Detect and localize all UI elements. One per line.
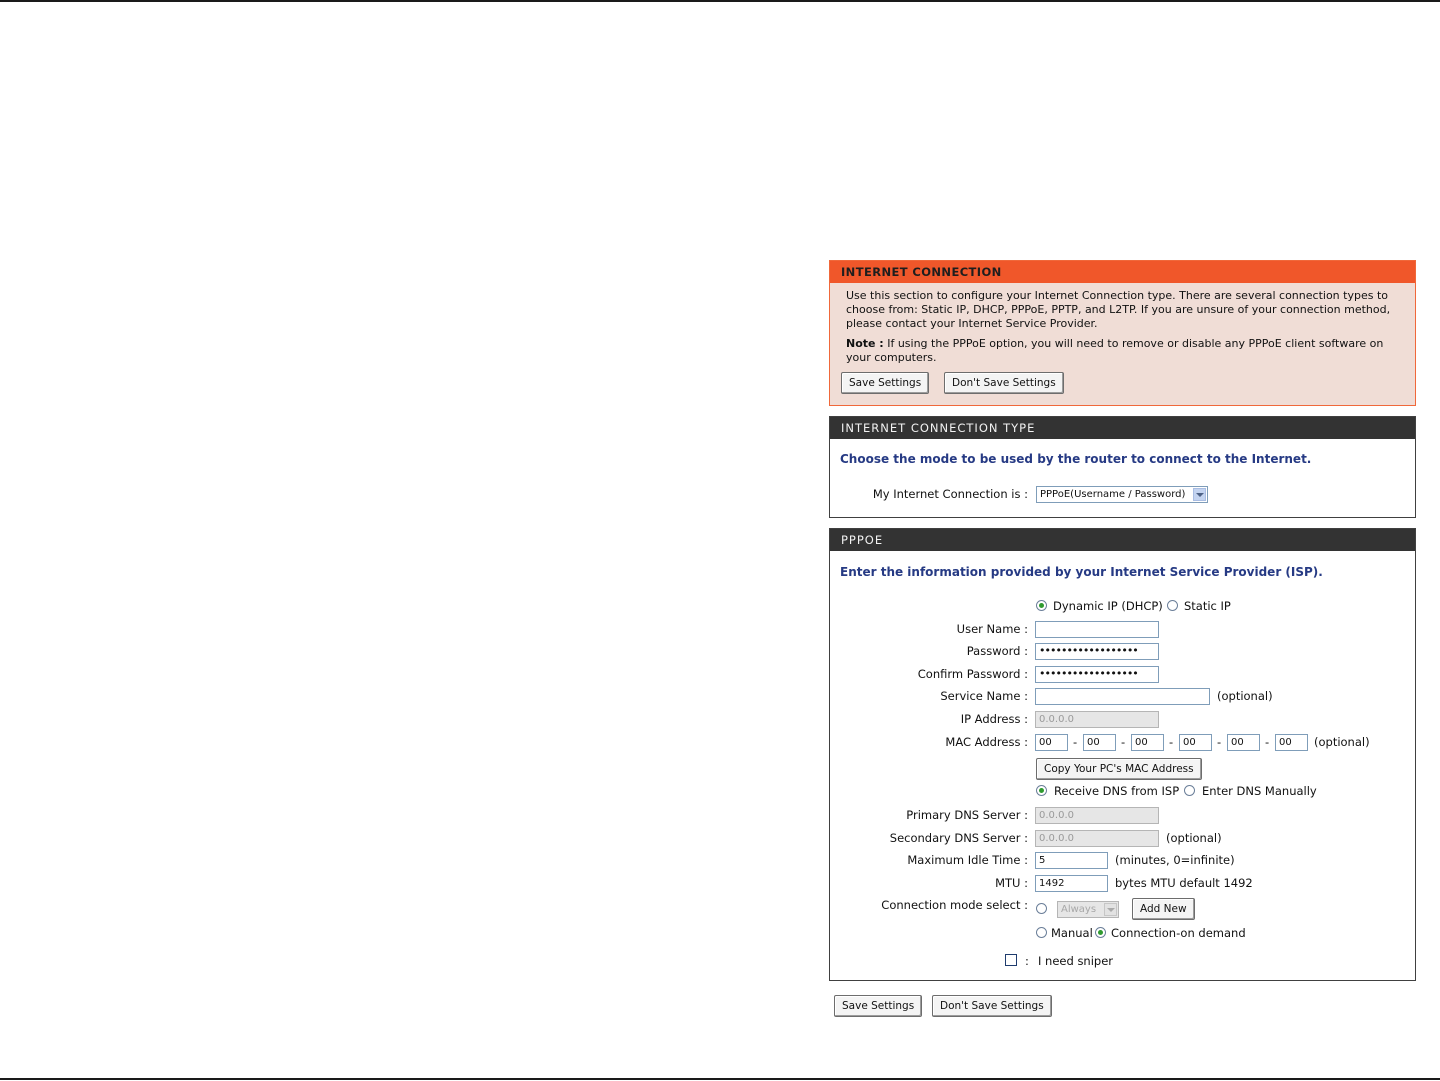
service-name-input[interactable] (1035, 688, 1210, 705)
sniper-colon: : (1025, 954, 1029, 968)
dynamic-ip-radio[interactable] (1036, 600, 1047, 611)
primary-dns-label: Primary DNS Server : (906, 808, 1028, 822)
confirm-password-input[interactable]: •••••••••••••••••• (1035, 666, 1159, 683)
receive-dns-radio[interactable] (1036, 785, 1047, 796)
ip-address-input[interactable]: 0.0.0.0 (1035, 711, 1159, 728)
mac-separator: - (1121, 735, 1126, 749)
secondary-dns-input[interactable]: 0.0.0.0 (1035, 830, 1159, 847)
mac-octet-4[interactable]: 00 (1179, 734, 1212, 751)
manual-mode-radio[interactable] (1036, 927, 1047, 938)
primary-dns-input[interactable]: 0.0.0.0 (1035, 807, 1159, 824)
mac-octet-3[interactable]: 00 (1131, 734, 1164, 751)
schedule-select[interactable] (1057, 901, 1119, 918)
password-label: Password : (966, 644, 1028, 658)
on-demand-mode-label: Connection-on demand (1111, 926, 1246, 940)
mtu-hint: bytes MTU default 1492 (1115, 876, 1253, 890)
chevron-down-icon (1104, 903, 1117, 916)
connection-type-selected-value: PPPoE(Username / Password) (1040, 489, 1186, 500)
internet-connection-description: Use this section to configure your Internet Connection type. There are several connection types to choose from: Static IP, DHCP, PPPoE, PPTP, and L2TP. If you are unsure of your connection method, please contact your Internet Service Provider. (846, 289, 1391, 330)
pppoe-panel (829, 528, 1416, 981)
mac-separator: - (1217, 735, 1222, 749)
mtu-input[interactable]: 1492 (1035, 875, 1108, 892)
enter-dns-manually-radio[interactable] (1184, 785, 1195, 796)
dont-save-settings-button-top[interactable]: Don't Save Settings (944, 372, 1064, 394)
page-bottom-rule (0, 1078, 1440, 1080)
note-text: If using the PPPoE option, you will need to remove or disable any PPPoE client software on your computers. (846, 337, 1384, 364)
pppoe-title: PPPOE (830, 529, 1415, 551)
mtu-label: MTU : (995, 876, 1028, 890)
secondary-dns-optional: (optional) (1166, 831, 1222, 845)
chevron-down-icon (1193, 488, 1206, 501)
internet-connection-panel (829, 260, 1416, 406)
mac-octet-2[interactable]: 00 (1083, 734, 1116, 751)
enter-dns-manually-label: Enter DNS Manually (1202, 784, 1317, 798)
pppoe-instruction: Enter the information provided by your Internet Service Provider (ISP). (840, 565, 1323, 579)
secondary-dns-label: Secondary DNS Server : (889, 831, 1028, 845)
idle-time-label: Maximum Idle Time : (907, 853, 1028, 867)
static-ip-radio[interactable] (1167, 600, 1178, 611)
idle-time-input[interactable]: 5 (1035, 852, 1108, 869)
copy-mac-address-button[interactable]: Copy Your PC's MAC Address (1036, 758, 1202, 780)
save-settings-button-top[interactable]: Save Settings (841, 372, 929, 394)
dont-save-settings-button-bottom[interactable]: Don't Save Settings (932, 995, 1052, 1017)
mac-octet-6[interactable]: 00 (1275, 734, 1308, 751)
mac-address-label: MAC Address : (945, 735, 1028, 749)
user-name-label: User Name : (956, 622, 1028, 636)
schedule-radio[interactable] (1036, 903, 1047, 914)
pppoe-note (846, 337, 1401, 365)
mac-separator: - (1169, 735, 1174, 749)
manual-mode-label: Manual (1051, 926, 1093, 940)
mac-octet-1[interactable]: 00 (1035, 734, 1068, 751)
ip-address-label: IP Address : (960, 712, 1028, 726)
password-input[interactable]: •••••••••••••••••• (1035, 643, 1159, 660)
add-new-schedule-button[interactable]: Add New (1132, 898, 1195, 920)
service-name-label: Service Name : (940, 689, 1028, 703)
schedule-selected-value: Always (1061, 904, 1097, 915)
connection-type-label: My Internet Connection is : (872, 487, 1028, 501)
on-demand-mode-radio[interactable] (1095, 927, 1106, 938)
dynamic-ip-label: Dynamic IP (DHCP) (1053, 599, 1163, 613)
page-top-rule (0, 0, 1440, 2)
mac-address-optional: (optional) (1314, 735, 1370, 749)
connection-type-instruction: Choose the mode to be used by the router to connect to the Internet. (840, 452, 1312, 466)
connection-type-title: INTERNET CONNECTION TYPE (830, 417, 1415, 439)
sniper-label: I need sniper (1038, 954, 1114, 968)
connection-type-panel (829, 416, 1416, 518)
user-name-input[interactable] (1035, 621, 1159, 638)
save-settings-button-bottom[interactable]: Save Settings (834, 995, 922, 1017)
receive-dns-label: Receive DNS from ISP (1054, 784, 1180, 798)
sniper-checkbox[interactable] (1005, 954, 1017, 966)
mac-separator: - (1265, 735, 1270, 749)
idle-time-hint: (minutes, 0=infinite) (1115, 853, 1235, 867)
connection-mode-label: Connection mode select : (881, 898, 1028, 912)
static-ip-label: Static IP (1184, 599, 1231, 613)
internet-connection-title: INTERNET CONNECTION (830, 261, 1415, 283)
confirm-password-label: Confirm Password : (917, 667, 1028, 681)
service-name-optional: (optional) (1217, 689, 1273, 703)
note-label: Note : (846, 337, 884, 350)
mac-separator: - (1073, 735, 1078, 749)
connection-type-select[interactable] (1036, 486, 1208, 503)
mac-octet-5[interactable]: 00 (1227, 734, 1260, 751)
